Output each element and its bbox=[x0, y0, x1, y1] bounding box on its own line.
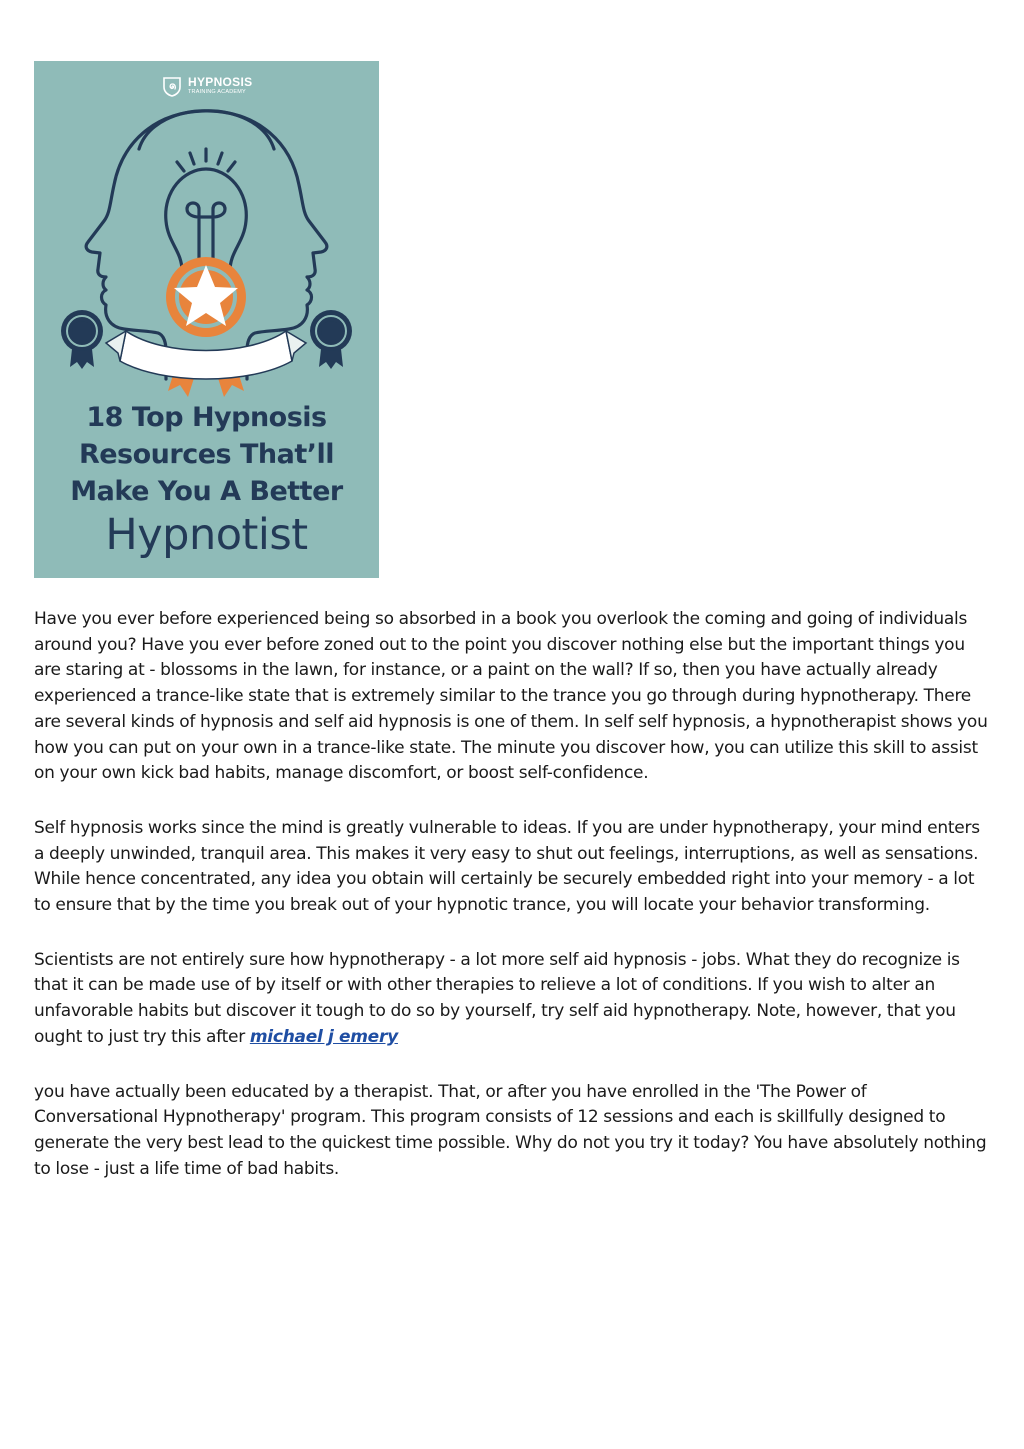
cover-title bbox=[34, 399, 379, 559]
brand-subtitle: TRAINING ACADEMY bbox=[188, 89, 246, 96]
left-rosette-badge bbox=[61, 310, 103, 369]
paragraph-1: Have you ever before experienced being so absorbed in a book you overlook the coming and going of individuals around you? Have you ever before zoned out to the point you discover nothing else but the important things you are staring at - blossoms in the lawn, for instance, or a paint on the wall? If so, then you have actually already experienced a trance-like state that is extremely similar to the trance you go through during hypnotherapy. There are several kinds of hypnosis and self aid hypnosis is one of them. In self self hypnosis, a hypnotherapist shows you how you can put on your own in a trance-like state. The minute you discover how, you can utilize this skill to assist on your own kick bad habits, manage discomfort, or boost self-confidence. bbox=[34, 609, 988, 784]
cover-title-line-3: Make You A Better bbox=[70, 476, 343, 507]
brand-name: HYPNOSIS bbox=[188, 75, 253, 90]
cover-title-large-word: Hypnotist bbox=[105, 510, 308, 560]
cover-title-line-1: 18 Top Hypnosis bbox=[86, 402, 327, 433]
michael-j-emery-link[interactable]: michael j emery bbox=[249, 1026, 398, 1047]
hypnosis-academy-logo bbox=[162, 75, 252, 97]
paragraph-4: you have actually been educated by a therapist. That, or after you have enrolled in the 'The Power of Conversational Hypnotherapy' program. This program consists of 12 sessions and each is skillfully designed to generate the very best lead to the quickest time possible. Why do not you try it today? You have absolutely nothing to lose - just a life time of bad habits. bbox=[34, 1081, 987, 1179]
book-cover-image bbox=[34, 61, 379, 578]
paragraph-3-text: Scientists are not entirely sure how hypnotherapy - a lot more self aid hypnosis - jobs. What they do recognize is that it can be made use of by itself or with other therapies to relieve a lot of conditions. If you wish to alter an unfavorable habits but discover it tough to do so by yourself, try self aid hypnotherapy. Note, however, that you ought to just try this after bbox=[34, 949, 960, 1047]
spiral-shield-icon bbox=[162, 75, 182, 97]
article-body bbox=[34, 607, 990, 1211]
paragraph-2: Self hypnosis works since the mind is greatly vulnerable to ideas. If you are under hypnotherapy, your mind enters a deeply unwinded, tranquil area. This makes it very easy to shut out feelings, interruptions, as well as sensations. While hence concentrated, any idea you obtain will certainly be securely embedded right into your memory - a lot to ensure that by the time you break out of your hypnotic trance, you will locate your behavior transforming. bbox=[34, 817, 980, 916]
lightbulb-outline bbox=[166, 169, 247, 271]
paragraph-3 bbox=[34, 948, 990, 1051]
cover-title-line-2: Resources That’ll bbox=[78, 439, 335, 470]
right-rosette-badge bbox=[310, 310, 352, 369]
banner-ribbon bbox=[106, 331, 306, 379]
star-medal bbox=[166, 257, 246, 337]
